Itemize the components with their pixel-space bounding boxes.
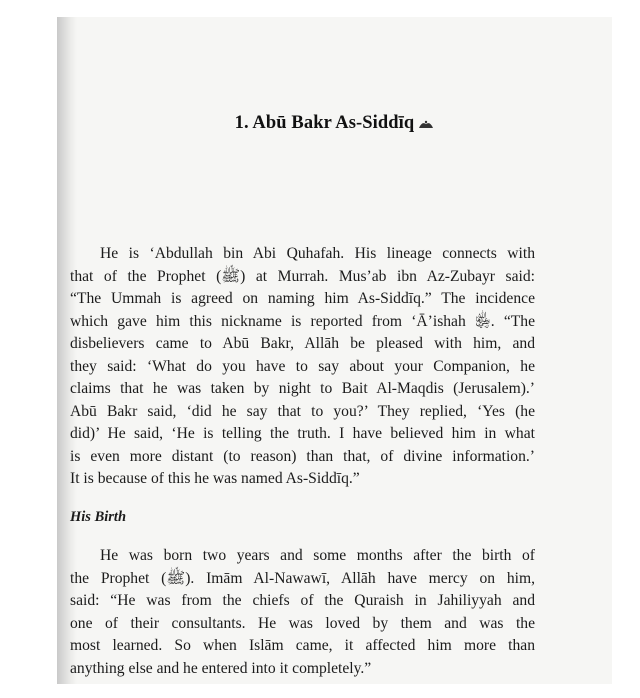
birth-line: said: “He was from the chiefs of the Quraish in Jahiliyyah and xyxy=(70,592,535,609)
intro-line: “The Ummah is agreed on naming him As-Siddīq.” The incidence xyxy=(70,290,535,307)
birth-paragraph xyxy=(70,545,535,680)
section-heading-birth: His Birth xyxy=(70,509,127,525)
chapter-title xyxy=(57,113,612,134)
intro-line: did)’ He said, ‘He is telling the truth. I have believed him in what xyxy=(70,425,535,442)
intro-line: they said: ‘What do you have to say about your Companion, he xyxy=(70,357,535,375)
intro-line: is even more distant (to reason) than that, of divine information.’ xyxy=(70,447,535,465)
chapter-title-text: 1. Abū Bakr As-Siddīq xyxy=(234,113,415,133)
intro-paragraph xyxy=(70,243,535,491)
birth-line: most learned. So when Islām came, it affected him more than xyxy=(70,637,535,654)
intro-line: He is ‘Abdullah bin Abi Quhafah. His lineage connects with xyxy=(100,245,535,262)
intro-line: that of the Prophet (ﷺ) at Murrah. Mus’ab ibn Az-Zubayr said: xyxy=(70,267,535,285)
honorific-seal-icon xyxy=(418,120,434,129)
intro-line: claims that he was taken by night to Bait Al-Maqdis (Jerusalem).’ xyxy=(70,380,535,397)
intro-line: It is because of this he was named As-Siddīq.” xyxy=(70,470,360,487)
birth-line: anything else and he entered into it completely.” xyxy=(70,659,372,677)
intro-line: disbelievers came to Abū Bakr, Allāh be pleased with him, and xyxy=(70,335,535,352)
birth-line: He was born two years and some months after the birth of xyxy=(100,547,535,564)
intro-line: Abū Bakr said, ‘did he say that to you?’ They replied, ‘Yes (he xyxy=(70,402,535,420)
intro-line: which gave him this nickname is reported from ‘Ā’ishah ﵂. “The xyxy=(70,312,535,330)
book-page xyxy=(57,17,612,684)
birth-line: one of their consultants. He was loved by them and was the xyxy=(70,614,535,632)
birth-line: the Prophet (ﷺ). Imām Al-Nawawī, Allāh have mercy on him, xyxy=(70,569,535,587)
